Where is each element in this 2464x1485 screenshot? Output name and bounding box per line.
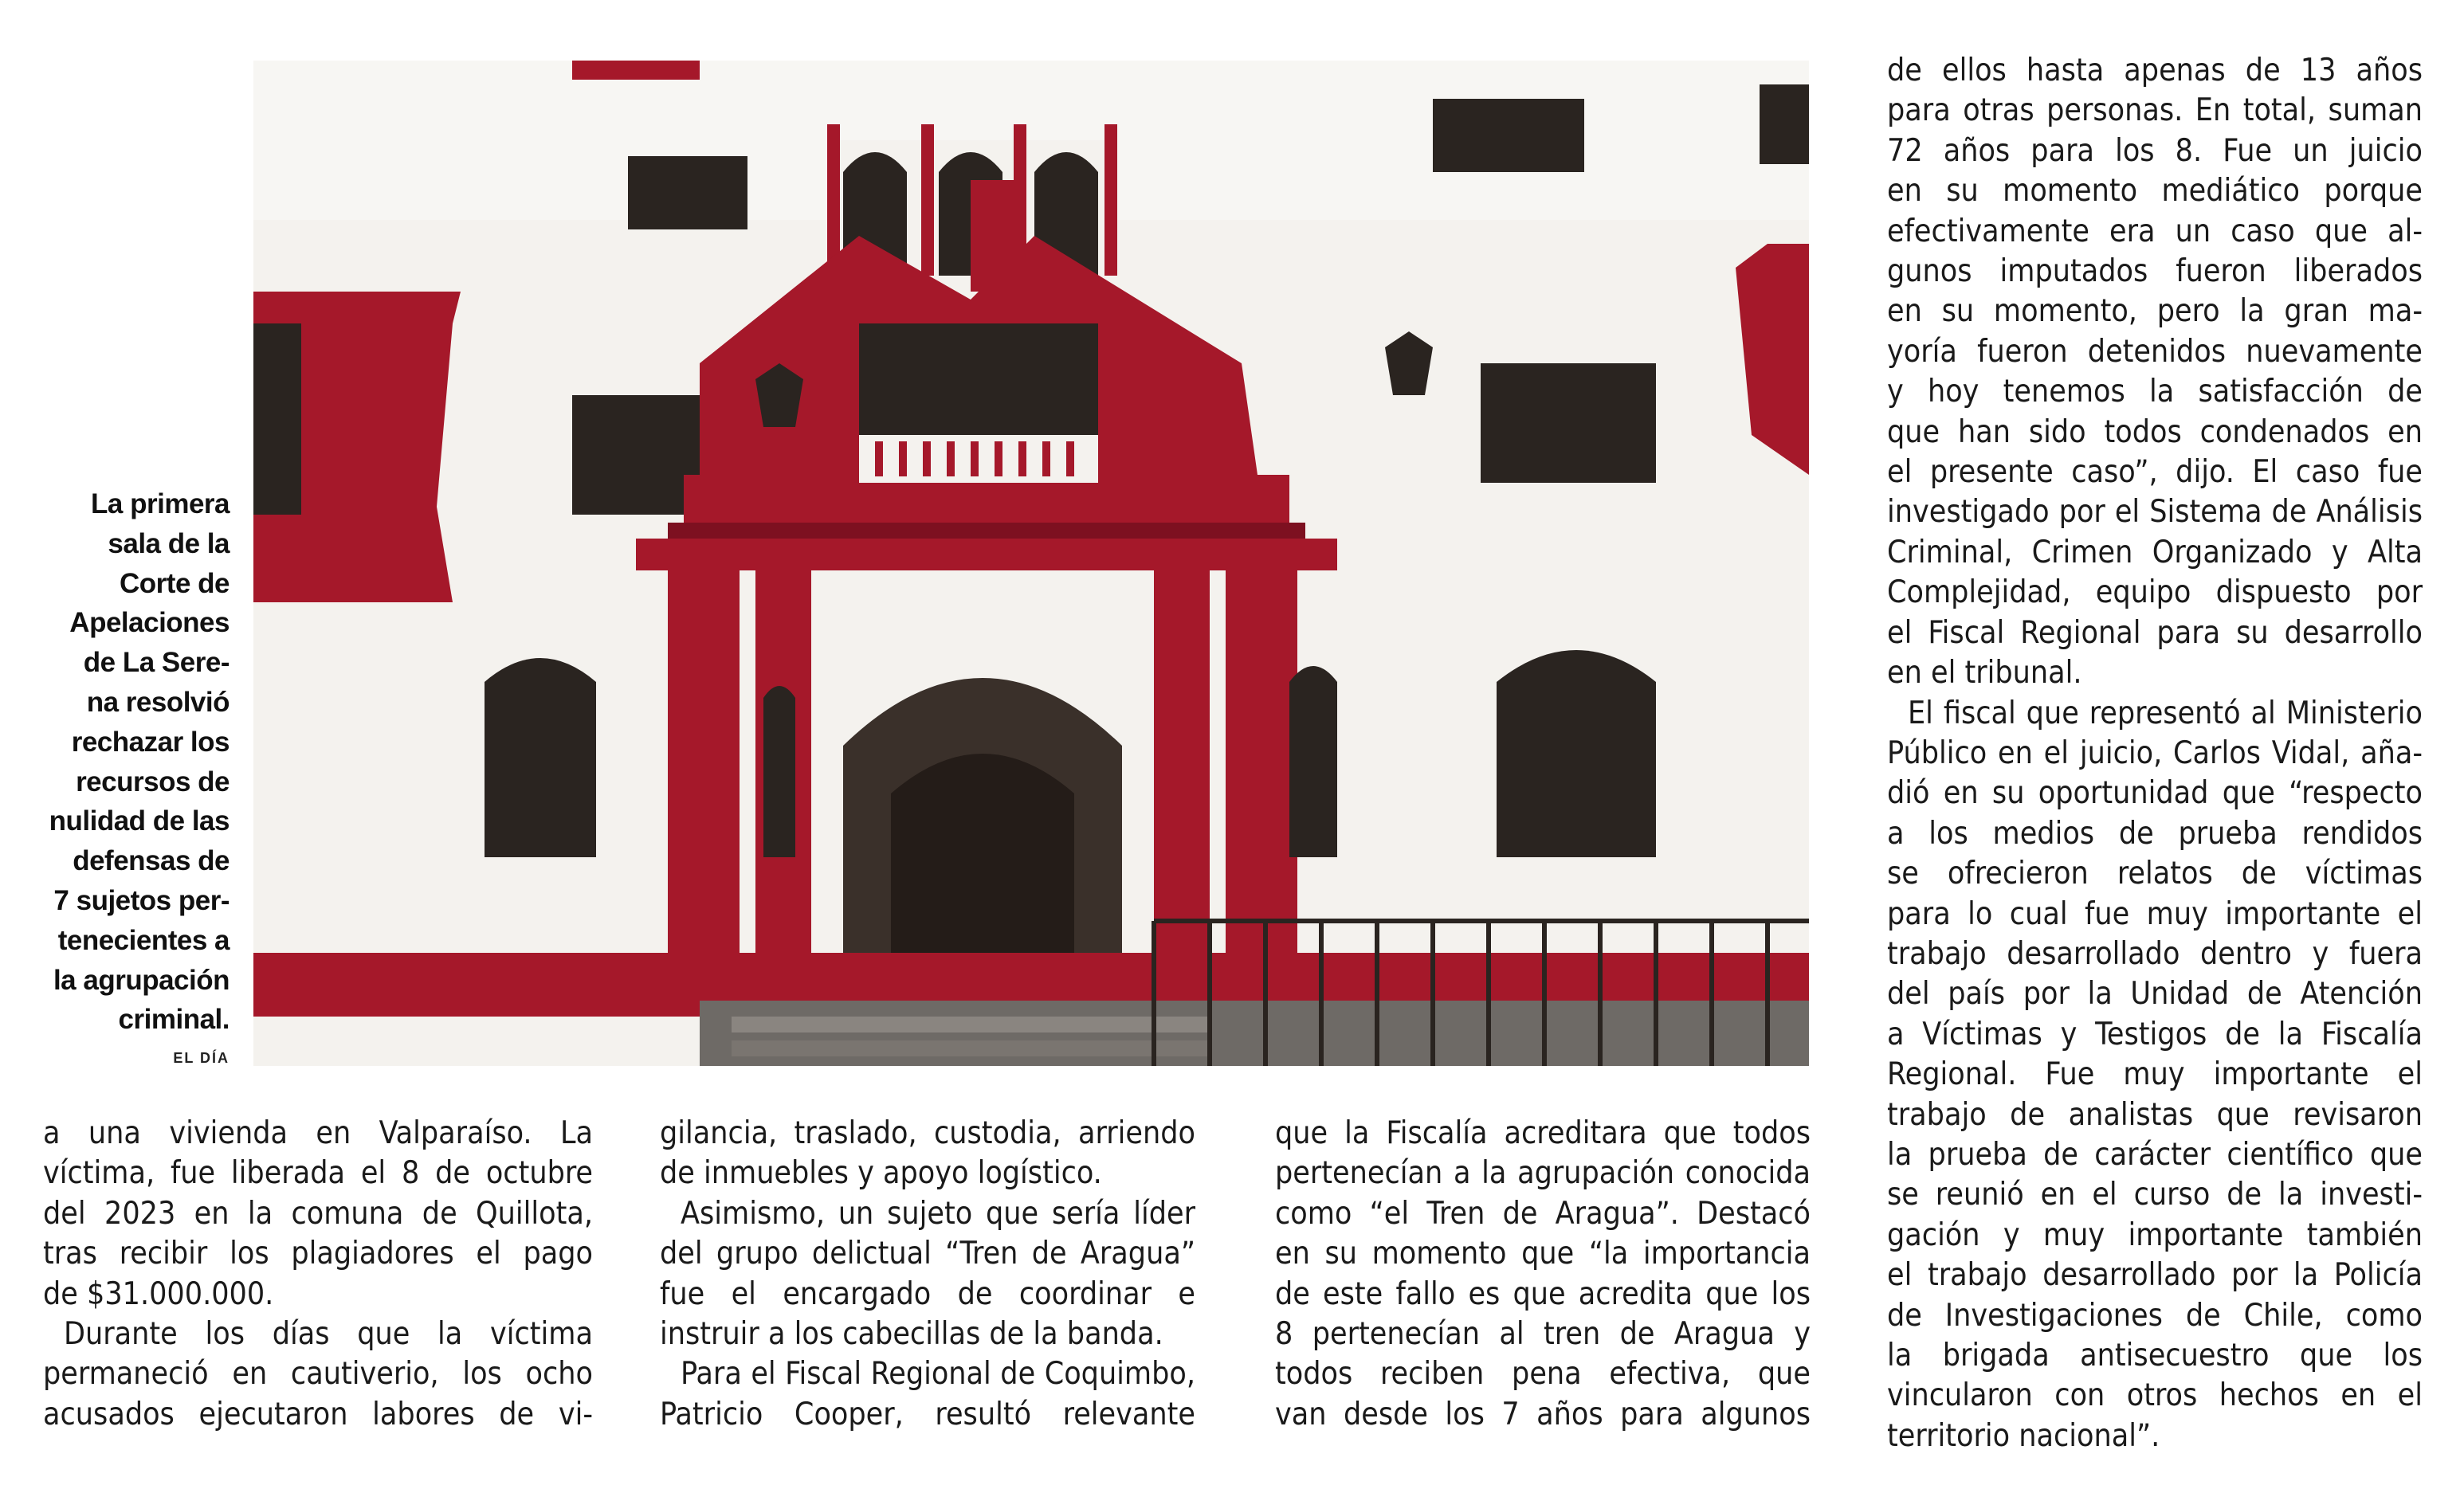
article-line: del grupo delictual “Tren de Aragua”	[660, 1236, 1195, 1272]
article-column-2	[660, 1114, 1195, 1435]
article-line: el presente caso”, dijo. El caso fue	[1887, 454, 2423, 491]
article-line: para otras personas. En total, suman	[1887, 92, 2423, 129]
caption-line: Corte de	[120, 567, 230, 599]
article-line: trabajo de analistas que revisaron	[1887, 1096, 2423, 1133]
article-line: Para el Fiscal Regional de Coquimbo,	[681, 1356, 1195, 1393]
article-line: El fiscal que representó al Ministerio	[1908, 695, 2423, 731]
article-line: como “el Tren de Aragua”. Destacó	[1275, 1195, 1811, 1232]
article-line: Público en el juicio, Carlos Vidal, aña-	[1887, 735, 2423, 771]
courthouse-photo	[253, 61, 1809, 1066]
caption-line: tenecientes a	[57, 924, 230, 956]
article-line: el trabajo desarrollado por la Policía	[1887, 1257, 2423, 1294]
caption-line: de La Sere-	[83, 647, 230, 679]
article-line: se reunió en el curso de la investi-	[1887, 1177, 2423, 1213]
article-line: gación y muy importante también	[1887, 1217, 2423, 1253]
article-line: permaneció en cautiverio, los ocho	[43, 1356, 593, 1393]
article-line: a los medios de prueba rendidos	[1887, 815, 2423, 852]
article-line: 72 años para los 8. Fue un juicio	[1887, 132, 2423, 169]
article-line: acusados ejecutaron labores de vi-	[43, 1396, 593, 1432]
article-line: trabajo desarrollado dentro y fuera	[1887, 935, 2423, 972]
photo-credit: EL DÍA	[173, 1050, 230, 1066]
article-line: tras recibir los plagiadores el pago	[43, 1236, 593, 1272]
article-line: 8 pertenecían al tren de Aragua y	[1275, 1316, 1811, 1353]
article-line: la prueba de carácter científico que	[1887, 1136, 2423, 1173]
courthouse-illustration	[253, 61, 1809, 1066]
article-line: instruir a los cabecillas de la banda.	[660, 1316, 1163, 1353]
caption-line: recursos de	[76, 766, 230, 797]
article-line: Regional. Fue muy importante el	[1887, 1056, 2423, 1093]
photo-caption	[32, 484, 230, 1040]
article-line: para lo cual fue muy importante el	[1887, 895, 2423, 932]
article-line: yoría fueron detenidos nuevamente	[1887, 333, 2423, 370]
article-line: de $31.000.000.	[43, 1275, 274, 1312]
article-line: en su momento que “la importancia	[1275, 1236, 1811, 1272]
article-line: a una vivienda en Valparaíso. La	[43, 1115, 593, 1151]
article-line: efectivamente era un caso que al-	[1887, 213, 2423, 249]
article-line: territorio nacional”.	[1887, 1417, 2160, 1454]
caption-line: Apelaciones	[69, 607, 230, 639]
article-line: dió en su oportunidad que “respecto	[1887, 775, 2423, 812]
article-line: Complejidad, equipo dispuesto por	[1887, 574, 2423, 611]
article-line: en su momento mediático porque	[1887, 173, 2423, 210]
article-line: Criminal, Crimen Organizado y Alta	[1887, 534, 2423, 570]
caption-line: defensas de	[73, 845, 230, 877]
article-line: investigado por el Sistema de Análisis	[1887, 494, 2423, 531]
article-line: que han sido todos condenados en	[1887, 413, 2423, 450]
caption-line: rechazar los	[71, 726, 230, 758]
article-line: y hoy tenemos la satisfacción de	[1887, 374, 2423, 410]
article-line: de este fallo es que acredita que los	[1275, 1275, 1811, 1312]
article-line: la brigada antisecuestro que los	[1887, 1338, 2423, 1373]
caption-line: 7 sujetos per-	[53, 884, 230, 916]
article-line: vincularon con otros hechos en el	[1887, 1377, 2423, 1414]
caption-line: sala de la	[108, 527, 230, 559]
article-line: el Fiscal Regional para su desarrollo	[1887, 614, 2423, 651]
caption-line: la agrupación	[53, 964, 230, 996]
article-line: Patricio Cooper, resultó relevante	[660, 1396, 1195, 1432]
article-line: se ofrecieron relatos de víctimas	[1887, 856, 2423, 892]
article-column-1	[43, 1114, 593, 1435]
caption-line: na resolvió	[86, 686, 230, 718]
article-line: de ellos hasta apenas de 13 años	[1887, 53, 2423, 88]
caption-line: La primera	[91, 488, 230, 519]
article-line: en su momento, pero la gran ma-	[1887, 293, 2423, 330]
article-line: de inmuebles y apoyo logístico.	[660, 1155, 1102, 1192]
article-line: van desde los 7 años para algunos	[1275, 1396, 1811, 1432]
article-column-3	[1275, 1114, 1811, 1435]
article-line: pertenecían a la agrupación conocida	[1275, 1155, 1811, 1192]
article-line: todos reciben pena efectiva, que	[1275, 1356, 1811, 1393]
article-line: del país por la Unidad de Atención	[1887, 976, 2423, 1013]
article-line: del 2023 en la comuna de Quillota,	[43, 1195, 593, 1232]
article-line: que la Fiscalía acreditara que todos	[1275, 1115, 1811, 1151]
article-line: en el tribunal.	[1887, 655, 2082, 692]
article-line: a Víctimas y Testigos de la Fiscalía	[1887, 1016, 2423, 1052]
article-line: Durante los días que la víctima	[64, 1316, 593, 1353]
article-column-4	[1887, 51, 2423, 1456]
article-line: de Investigaciones de Chile, como	[1887, 1297, 2423, 1334]
article-line: gunos imputados fueron liberados	[1887, 253, 2423, 290]
article-line: Asimismo, un sujeto que sería líder	[681, 1195, 1195, 1232]
article-line: fue el encargado de coordinar e	[660, 1275, 1195, 1312]
caption-line: nulidad de las	[49, 805, 230, 837]
article-line: gilancia, traslado, custodia, arriendo	[660, 1115, 1195, 1151]
article-line: víctima, fue liberada el 8 de octubre	[43, 1155, 593, 1192]
caption-line: criminal.	[118, 1004, 230, 1036]
